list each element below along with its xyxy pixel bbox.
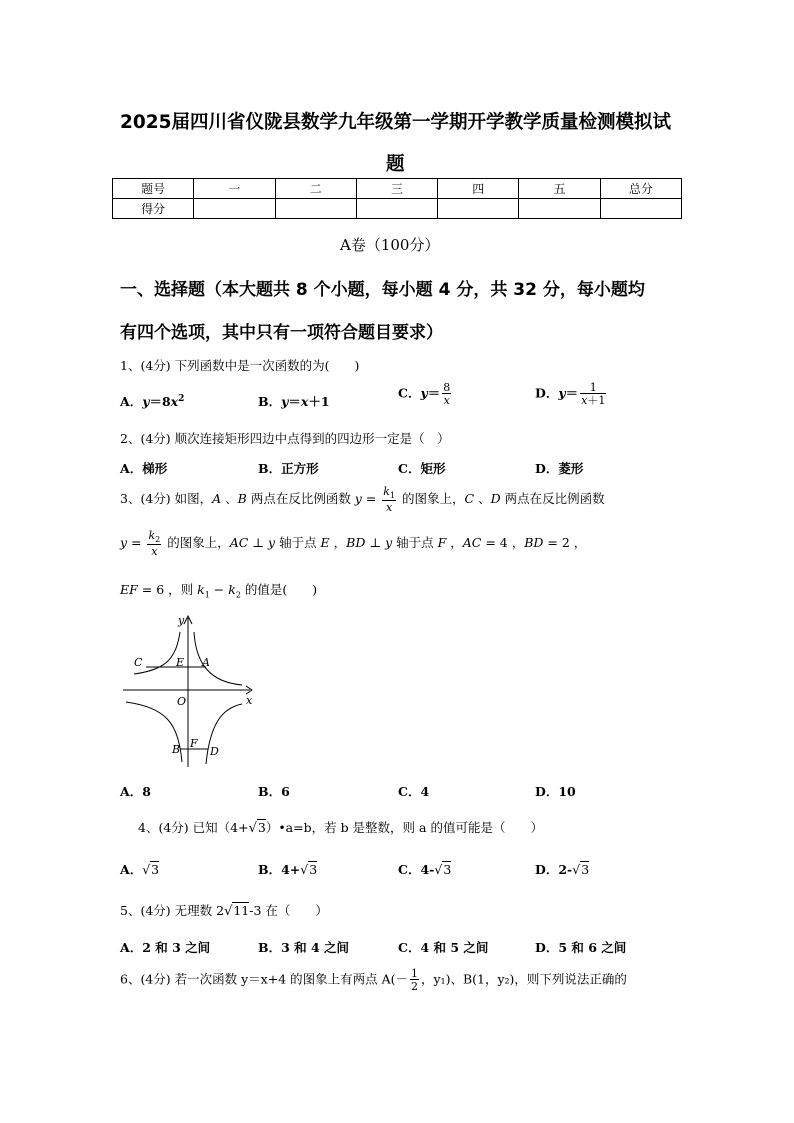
score-row-label: 得分 [113,199,194,219]
figure-lines [123,616,252,767]
option-label: B． [258,394,282,409]
option-label: D． [535,385,559,401]
q2-option-d[interactable]: D．菱形 [535,461,584,476]
q3-option-b[interactable]: B．6 [258,784,290,799]
score-header: 二 [275,179,356,199]
q1-option-b[interactable]: B．y＝x＋1 [258,394,330,409]
q2-option-a[interactable]: A．梯形 [120,461,168,476]
section-heading: 一、选择题（本大题共 8 个小题，每小题 4 分，共 32 分，每小题均 [120,280,645,300]
q3-prefix: 3、(4分) 如图， [120,491,213,507]
q1-option-d[interactable]: D．y＝ $\frac{1}{x+1}$ [535,381,606,407]
q5-option-d[interactable]: D．5 和 6 之间 [535,940,627,955]
option-label: B．4+ [258,862,301,877]
label-x: x [246,694,253,707]
label-c: C [134,656,143,669]
question-3-line1: 3、(4分) 如图，A 、B 两点在反比例函数 y = $\frac{k_1}{x}$ 的图象上，C 、D 两点在反比例函数 [120,485,605,515]
q6-prefix: 6、(4分) 若一次函数 y＝x+4 的图象上有两点 A(－ [120,971,408,987]
page-title-cont: 题 [386,154,405,175]
score-header: 题号 [113,179,194,199]
score-header: 一 [194,179,275,199]
score-table [112,178,682,219]
q5-suffix: -3 在（ ） [249,903,328,918]
question-1: 1、(4分) 下列函数中是一次函数的为( ) [120,358,360,373]
section-heading-cont: 有四个选项，其中只有一项符合题目要求） [120,323,443,343]
q2-option-c[interactable]: C．矩形 [398,461,446,476]
q4-option-b[interactable]: B．4+√3 [258,862,318,877]
question-4: 4、(4分) 已知（4+√3）•a=b，若 b 是整数，则 a 的值可能是（ ） [138,820,543,836]
question-5: 5、(4分) 无理数 2√11-3 在（ ） [120,903,328,919]
q3-option-c[interactable]: C．4 [398,784,430,799]
score-cell[interactable] [519,199,600,219]
label-f: F [190,737,198,750]
option-label: C． [398,385,421,401]
question-3-line2: y = $\frac{k_2}{x}$ 的图象上，AC ⊥ y 轴于点 E ，BD ⊥ y 轴于点 F ，AC = 4 ，BD = 2 ， [120,529,587,559]
q1-option-a[interactable]: A．$y=8x^2$ [120,393,185,409]
score-header: 三 [356,179,437,199]
score-header: 四 [438,179,519,199]
label-b: B [172,743,181,756]
score-cell[interactable] [356,199,437,219]
q4-option-d[interactable]: D．2-√3 [535,862,590,877]
score-header: 总分 [600,179,681,199]
q4-option-a[interactable]: A．√3 [120,862,160,877]
question-6: 6、(4分) 若一次函数 y＝x+4 的图象上有两点 A(－ $\frac{1}{2}$ ，y₁)、B(1，y₂)，则下列说法正确的 [120,967,627,993]
option-label: A． [120,394,143,409]
label-d: D [210,745,219,758]
q3-option-a[interactable]: A．8 [120,784,151,799]
q5-option-a[interactable]: A．2 和 3 之间 [120,940,211,955]
hyperbola-figure [118,612,263,772]
label-o: O [177,695,187,708]
label-e: E [176,656,185,669]
q6-suffix: ，y₁)、B(1，y₂)，则下列说法正确的 [421,971,627,987]
q5-option-c[interactable]: C．4 和 5 之间 [398,940,489,955]
option-label: C．4- [398,862,435,877]
question-3-line3: EF = 6 ，则 $k_1 - k_2$ 的值是( ) [120,582,318,600]
score-cell[interactable] [438,199,519,219]
score-cell[interactable] [275,199,356,219]
q5-option-b[interactable]: B．3 和 4 之间 [258,940,350,955]
option-label: D．2- [535,862,573,877]
q5-prefix: 5、(4分) 无理数 2 [120,903,225,918]
score-header: 五 [519,179,600,199]
option-label: A． [120,862,143,877]
score-cell[interactable] [194,199,275,219]
q4-option-c[interactable]: C．4-√3 [398,862,452,877]
q2-option-b[interactable]: B．正方形 [258,461,319,476]
score-cell[interactable] [600,199,681,219]
score-header-row [113,179,682,199]
question-2: 2、(4分) 顺次连接矩形四边中点得到的四边形一定是（ ） [120,431,450,446]
label-y: y [178,614,185,627]
label-a: A [202,656,210,669]
page-title: 2025届四川省仪陇县数学九年级第一学期开学教学质量检测模拟试 [120,112,671,133]
q1-option-c[interactable]: C．y＝ $\frac{8}{x}$ [398,381,451,407]
q3-option-d[interactable]: D．10 [535,784,576,799]
score-value-row [113,199,682,219]
paper-label: A卷（100分） [340,236,440,254]
